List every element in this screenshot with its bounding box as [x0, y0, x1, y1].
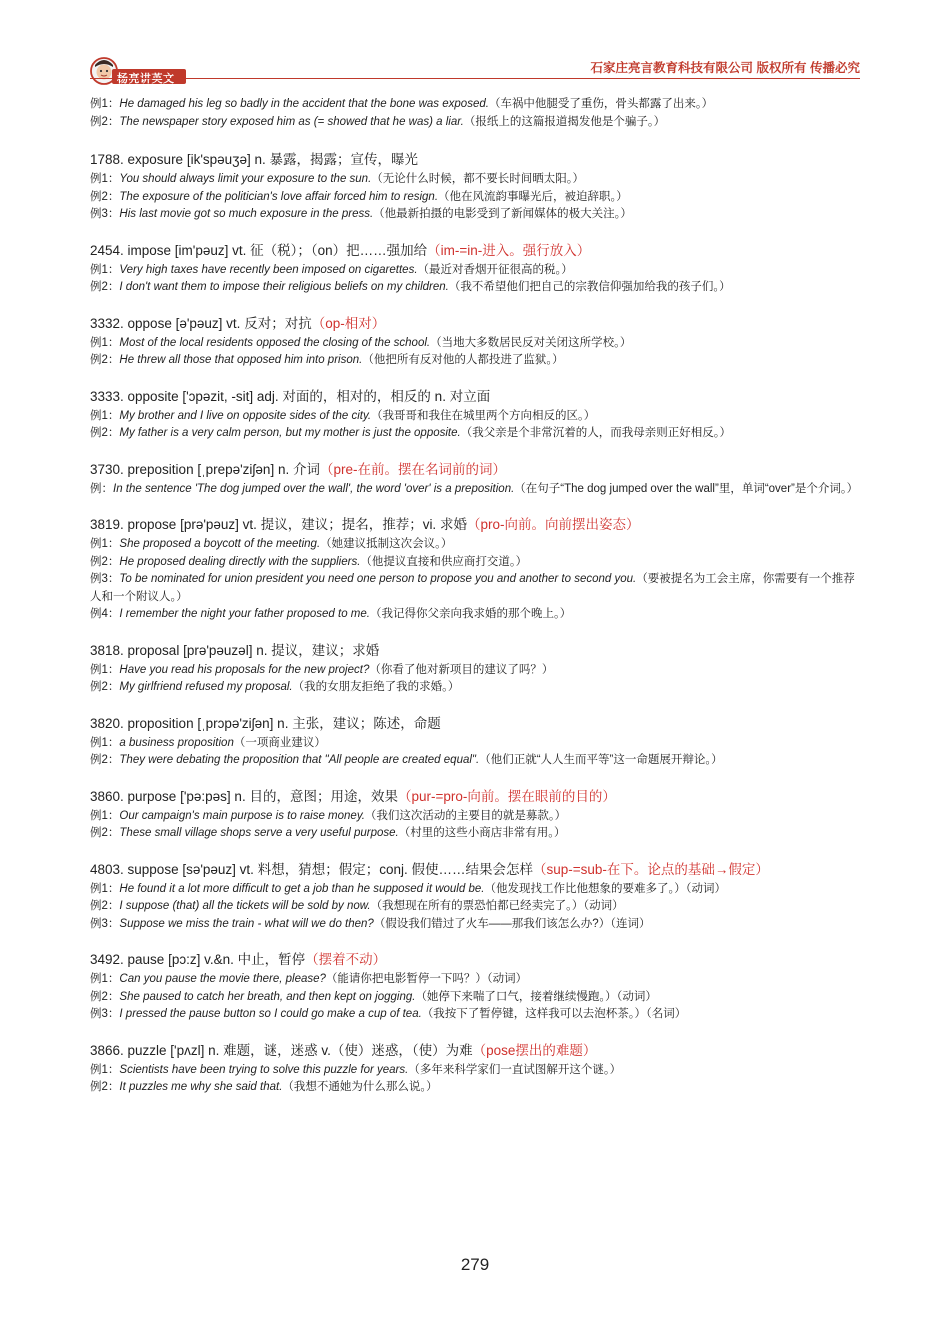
example-sentence: [90, 262, 860, 280]
example-chinese: （车祸中他腿受了重伤，骨头都露了出来。）: [488, 98, 714, 110]
example-sentence: [90, 481, 860, 499]
example-label: 例2：: [90, 115, 120, 128]
example-english: In the sentence 'The dog jumped over the wall', the word 'over' is a preposition.: [113, 482, 515, 495]
example-english: The newspaper story exposed him as (= showed that he was) a liar.: [119, 115, 464, 128]
example-chinese: （能请你把电影暂停一下吗？）（动词）: [325, 973, 528, 985]
example-sentence: [90, 352, 860, 370]
vocab-entry: [90, 951, 860, 1024]
example-label: 例1：: [90, 409, 120, 422]
example-english: Can you pause the movie there, please?: [119, 973, 326, 985]
entry-headword: [90, 315, 860, 333]
headword-definition: 2454. impose [im'pəuz] vt. 征（税）；（on）把……强加给: [90, 242, 428, 258]
entry-headword: [90, 151, 860, 169]
example-label: 例2：: [90, 1081, 120, 1093]
example-chinese: （我的女朋友拒绝了我的求婚。）: [292, 681, 460, 693]
example-sentence: [90, 554, 860, 572]
vocab-entry: [90, 242, 860, 297]
etymology-note: （pose摆出的难题）: [472, 1042, 597, 1058]
example-english: She paused to catch her breath, and then kept on jogging.: [119, 990, 416, 1003]
example-sentence: [90, 916, 860, 934]
entry-headword: [90, 388, 860, 406]
example-label: 例2：: [90, 190, 120, 203]
example-chinese: （他发现找工作比他想象的要难多了。）（动词）: [484, 882, 726, 895]
example-english: It puzzles me why she said that.: [119, 1081, 283, 1093]
example-chinese: （当地大多数居民反对关闭这所学校。）: [430, 336, 632, 349]
example-label: 例1：: [90, 736, 120, 749]
example-sentence: [90, 571, 860, 606]
example-sentence: [90, 335, 860, 353]
vocab-entry: [90, 388, 860, 443]
example-label: 例1：: [90, 538, 120, 550]
example-english: To be nominated for union president you need one person to propose you and another to second you.: [119, 573, 637, 585]
example-label: 例3：: [90, 1008, 120, 1020]
example-sentence: [90, 1062, 860, 1080]
example-english: The exposure of the politician's love affair forced him to resign.: [119, 190, 439, 203]
entry-headword: [90, 242, 860, 260]
example-chinese: （我哥哥和我住在城里两个方向相反的区。）: [371, 409, 596, 422]
example-chinese: （报纸上的这篇报道揭发他是个骗子。）: [463, 115, 666, 128]
example-english: He damaged his leg so badly in the accident that the bone was exposed.: [119, 98, 489, 110]
example-english: My father is a very calm person, but my mother is just the opposite.: [119, 427, 461, 439]
example-sentence: [90, 279, 860, 297]
example-english: He threw all those that opposed him into prison.: [119, 354, 363, 366]
example-english: I suppose (that) all the tickets will be sold by now.: [119, 900, 371, 912]
example-english: My brother and I live on opposite sides of the city.: [119, 409, 372, 422]
page-number: 279: [460, 1255, 490, 1274]
example-label: 例2：: [90, 990, 120, 1003]
example-label: 例1：: [90, 882, 120, 895]
example-chinese: （我不希望他们把自己的宗教信仰强加给我的孩子们。）: [448, 281, 731, 293]
example-sentence: [90, 808, 860, 826]
example-chinese: （假设我们错过了火车——那我们该怎么办?）（连词）: [373, 917, 651, 930]
example-label: 例1：: [90, 263, 120, 276]
example-chinese: （要被提名为工会主席，你需要有一个推荐人和一个附议人。）: [90, 573, 855, 603]
example-sentence: [90, 1006, 860, 1024]
example-label: 例2：: [90, 900, 120, 912]
example-label: 例1：: [90, 663, 120, 676]
headword-definition: 3860. purpose ['pə:pəs] n. 目的，意图；用途，效果: [90, 788, 398, 804]
example-label: 例2：: [90, 681, 120, 693]
example-chinese: （一项商业建议）: [233, 736, 326, 749]
vocab-entry: [90, 861, 860, 934]
example-sentence: [90, 1079, 860, 1097]
example-label: 例1：: [90, 809, 120, 822]
example-english: These small village shops serve a very useful purpose.: [119, 827, 399, 839]
example-chinese: （无论什么时候，都不要长时间晒太阳。）: [371, 173, 585, 185]
example-label: 例2：: [90, 754, 120, 766]
example-english: You should always limit your exposure to the sun.: [119, 173, 372, 185]
example-english: I don't want them to impose their religious beliefs on my children.: [119, 281, 449, 293]
example-sentence: [90, 536, 860, 554]
headword-definition: 4803. suppose [sə'pəuz] vt. 料想，猜想；假定；conj. 假使……结果会怎样: [90, 861, 533, 877]
header-divider: [90, 78, 860, 79]
company-copyright: 石家庄亮言教育科技有限公司 版权所有 传播必究: [590, 61, 860, 75]
example-sentence: [90, 606, 860, 624]
vocab-entry: [90, 461, 860, 499]
vocab-entry: [90, 642, 860, 697]
example-sentence: [90, 898, 860, 916]
example-chinese: （他最新拍摄的电影受到了新闻媒体的极大关注。）: [373, 208, 632, 220]
example-english: Most of the local residents opposed the closing of the school.: [119, 336, 431, 349]
example-label: 例2：: [90, 427, 120, 439]
example-chinese: （我们这次活动的主要目的就是募款。）: [364, 809, 567, 822]
example-label: 例1：: [90, 336, 120, 349]
entry-headword: [90, 715, 860, 733]
headword-definition: 3730. preposition [ˌprepə'ziʃən] n. 介词: [90, 461, 320, 477]
example-sentence: [90, 206, 860, 224]
example-chinese: （她建议抵制这次会议。）: [320, 538, 453, 550]
example-sentence: [90, 989, 860, 1007]
example-label: 例4：: [90, 608, 120, 620]
example-sentence: [90, 735, 860, 753]
example-label: 例2：: [90, 555, 120, 568]
example-label: 例3：: [90, 917, 120, 930]
example-sentence: [90, 662, 860, 680]
headword-definition: 3333. opposite ['ɔpəzit, -sit] adj. 对面的，相对的，相反的 n. 对立面: [90, 388, 491, 404]
example-label: 例3：: [90, 573, 120, 585]
brand-logo: [90, 55, 190, 95]
entry-headword: [90, 516, 860, 534]
entry-headword: [90, 861, 860, 879]
example-chinese: （我想不通她为什么那么说。）: [282, 1081, 438, 1093]
example-chinese: （我按下了暂停键，这样我可以去泡杯茶。）（名词）: [421, 1008, 687, 1020]
entry-headword: [90, 1042, 860, 1060]
example-english: They were debating the proposition that "All people are created equal".: [119, 754, 480, 766]
continued-entry: [90, 96, 860, 131]
etymology-note: （pro-向前。向前摆出姿态）: [466, 517, 640, 532]
example-list: [90, 96, 860, 131]
etymology-note: （im-=in-进入。强行放入）: [427, 242, 591, 258]
example-label: 例1：: [90, 1063, 120, 1076]
vocabulary-content: [90, 96, 860, 1115]
etymology-note: （pur-=pro-向前。摆在眼前的目的）: [397, 788, 616, 804]
headword-definition: 3820. proposition [ˌprɔpə'ziʃən] n. 主张，建议；陈述，命题: [90, 715, 441, 731]
example-chinese: （他提议直接和供应商打交道。）: [360, 555, 528, 568]
example-label: 例2：: [90, 827, 120, 839]
example-sentence: [90, 171, 860, 189]
example-label: 例2：: [90, 354, 120, 366]
entry-headword: [90, 788, 860, 806]
example-label: 例1：: [90, 173, 120, 185]
etymology-note: （摆着不动）: [305, 952, 387, 967]
example-sentence: [90, 114, 860, 132]
example-sentence: [90, 425, 860, 443]
vocab-entry: [90, 516, 860, 624]
example-chinese: （我记得你父亲向我求婚的那个晚上。）: [369, 608, 572, 620]
example-english: She proposed a boycott of the meeting.: [119, 538, 321, 550]
vocab-entry: [90, 788, 860, 843]
logo-text: 杨亮讲英文: [117, 73, 175, 85]
vocab-entry: [90, 151, 860, 224]
headword-definition: 3818. proposal [prə'pəuzəl] n. 提议，建议；求婚: [90, 642, 380, 658]
etymology-note: （op-相对）: [311, 315, 386, 331]
example-chinese: （我想现在所有的票恐怕都已经卖完了。）（动词）: [370, 900, 624, 912]
example-sentence: [90, 971, 860, 989]
example-english: My girlfriend refused my proposal.: [119, 681, 293, 693]
page-header: [0, 0, 950, 92]
example-english: He proposed dealing directly with the suppliers.: [119, 555, 361, 568]
etymology-note: （sup-=sub-在下。论点的基础→假定）: [532, 861, 769, 877]
example-english: Have you read his proposals for the new project?: [119, 663, 370, 676]
example-sentence: [90, 189, 860, 207]
example-english: a business proposition: [119, 736, 234, 749]
etymology-note: （pre-在前。摆在名词前的词）: [319, 461, 506, 477]
vocab-entry: [90, 1042, 860, 1097]
example-sentence: [90, 679, 860, 697]
headword-definition: 1788. exposure [ik'spəuʒə] n. 暴露，揭露；宣传，曝光: [90, 152, 419, 167]
example-english: Our campaign's main purpose is to raise money.: [119, 809, 365, 822]
example-chinese: （他们正就“人人生而平等”这一命题展开辩论。）: [479, 754, 723, 766]
example-english: His last movie got so much exposure in the press.: [119, 208, 374, 220]
example-sentence: [90, 825, 860, 843]
example-english: Scientists have been trying to solve this puzzle for years.: [119, 1063, 409, 1076]
example-chinese: （多年来科学家们一直试图解开这个谜。）: [408, 1063, 622, 1076]
example-chinese: （他在风流韵事曝光后，被迫辞职。）: [438, 190, 628, 203]
example-sentence: [90, 752, 860, 770]
headword-definition: 3332. oppose [ə'pəuz] vt. 反对；对抗: [90, 315, 312, 331]
example-sentence: [90, 881, 860, 899]
example-label: 例：: [90, 482, 113, 495]
example-english: He found it a lot more difficult to get a job than he supposed it would be.: [119, 882, 485, 895]
example-english: I pressed the pause button so I could go make a cup of tea.: [119, 1008, 422, 1020]
headword-definition: 3866. puzzle ['pʌzl] n. 难题，谜，迷惑 v.（使）迷惑，（使）为难: [90, 1042, 473, 1058]
headword-definition: 3819. propose [prə'pəuz] vt. 提议，建议；提名，推荐；vi. 求婚: [90, 517, 467, 532]
vocab-entry: [90, 315, 860, 370]
vocab-entry: [90, 715, 860, 770]
example-english: Suppose we miss the train - what will we do then?: [119, 917, 374, 930]
example-chinese: （他把所有反对他的人都投进了监狱。）: [362, 354, 564, 366]
example-chinese: （我父亲是个非常沉着的人，而我母亲则正好相反。）: [460, 427, 731, 439]
example-chinese: （村里的这些小商店非常有用。）: [398, 827, 566, 839]
example-label: 例1：: [90, 973, 120, 985]
example-chinese: （在句子“The dog jumped over the wall”里，单词“over”是个介词。）: [514, 482, 859, 495]
example-label: 例3：: [90, 208, 120, 220]
example-label: 例2：: [90, 281, 120, 293]
entry-headword: [90, 951, 860, 969]
example-english: I remember the night your father proposed to me.: [119, 608, 370, 620]
entry-list: [90, 151, 860, 1097]
example-chinese: （你看了他对新项目的建议了吗？）: [369, 663, 554, 676]
example-sentence: [90, 96, 860, 114]
example-english: Very high taxes have recently been imposed on cigarettes.: [119, 263, 418, 276]
example-chinese: （她停下来喘了口气，接着继续慢跑。）（动词）: [415, 990, 657, 1003]
headword-definition: 3492. pause [pɔ:z] v.&n. 中止，暂停: [90, 952, 306, 967]
entry-headword: [90, 642, 860, 660]
entry-headword: [90, 461, 860, 479]
example-chinese: （最近对香烟开征很高的税。）: [417, 263, 573, 276]
example-sentence: [90, 408, 860, 426]
example-label: 例1：: [90, 98, 120, 110]
